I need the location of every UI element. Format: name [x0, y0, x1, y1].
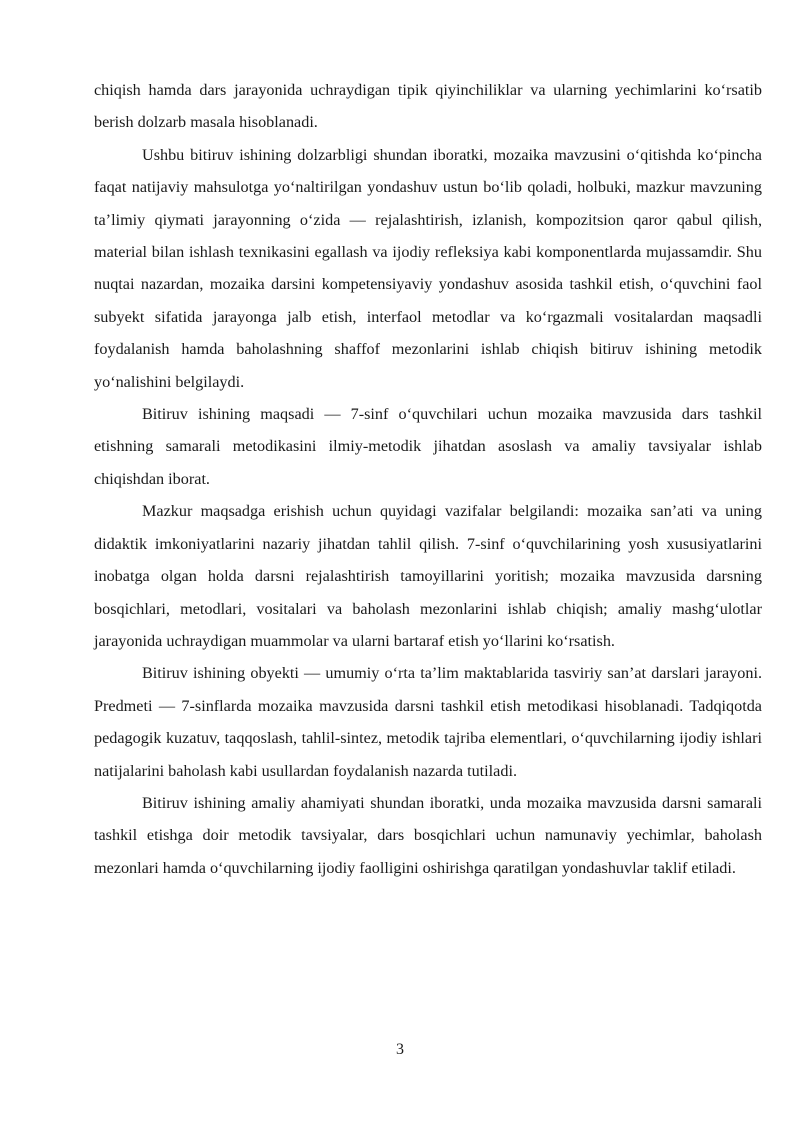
paragraph-relevance: Ushbu bitiruv ishining dolzarbligi shundan iboratki, mozaika mavzusini o‘qitishda ko‘pincha faqat natijaviy mahsulotga yo‘naltirilgan yondashuv ustun bo‘lib qoladi, holbuki, mazkur mavzuning ta’limiy qiymati jarayonning o‘zida — rejalashtirish, izlanish, kompozitsion qaror qabul qilish, material bilan ishlash texnikasini egallash va ijodiy refleksiya kabi komponentlarda mujassamdir. Shu nuqtai nazardan, mozaika darsini kompetensiyaviy yondashuv asosida tashkil etish, o‘quvchini faol subyekt sifatida jarayonga jalb etish, interfaol metodlar va ko‘rgazmali vositalardan maqsadli foydalanish hamda baholashning shaffof mezonlarini ishlab chiqish bitiruv ishining metodik yo‘nalishini belgilaydi.: [94, 145, 762, 391]
paragraph-practical-significance: Bitiruv ishining amaliy ahamiyati shundan iboratki, unda mozaika mavzusida darsni samarali tashkil etishga doir metodik tavsiyalar, dars bosqichlari uchun namunaviy yechimlar, baholash mezonlari hamda o‘quvchilarning ijodiy faolligini oshirishga qaratilgan yondashuvlar taklif etiladi.: [94, 793, 762, 877]
page-number: 3: [396, 1041, 404, 1058]
paragraph-object-subject: Bitiruv ishining obyekti — umumiy o‘rta ta’lim maktablarida tasviriy san’at darslari jarayoni. Predmeti — 7-sinflarda mozaika mavzusida darsni tashkil etish metodikasi hisoblanadi. Tadqiqotda pedagogik kuzatuv, taqqoslash, tahlil-sintez, metodik tajriba elementlari, o‘quvchilarning ijodiy ishlari natijalarini baholash kabi usullardan foydalanish nazarda tutiladi.: [94, 664, 762, 780]
paragraph-continuation: chiqish hamda dars jarayonida uchraydigan tipik qiyinchiliklar va ularning yechimlarini ko‘rsatib berish dolzarb masala hisoblanadi.: [94, 81, 762, 132]
document-body: [94, 74, 762, 884]
paragraph-tasks: Mazkur maqsadga erishish uchun quyidagi vazifalar belgilandi: mozaika san’ati va uning didaktik imkoniyatlarini nazariy jihatdan tahlil qilish. 7-sinf o‘quvchilarining yosh xususiyatlarini inobatga olgan holda darsni rejalashtirish tamoyillarini yoritish; mozaika mavzusida darsning bosqichlari, metodlari, vositalari va baholash mezonlarini ishlab chiqish; amaliy mashg‘ulotlar jarayonida uchraydigan muammolar va ularni bartaraf etish yo‘llarini ko‘rsatish.: [94, 502, 762, 650]
paragraph-goal: Bitiruv ishining maqsadi — 7-sinf o‘quvchilari uchun mozaika mavzusida dars tashkil etishning samarali metodikasini ilmiy-metodik jihatdan asoslash va amaliy tavsiyalar ishlab chiqishdan iborat.: [94, 405, 762, 488]
